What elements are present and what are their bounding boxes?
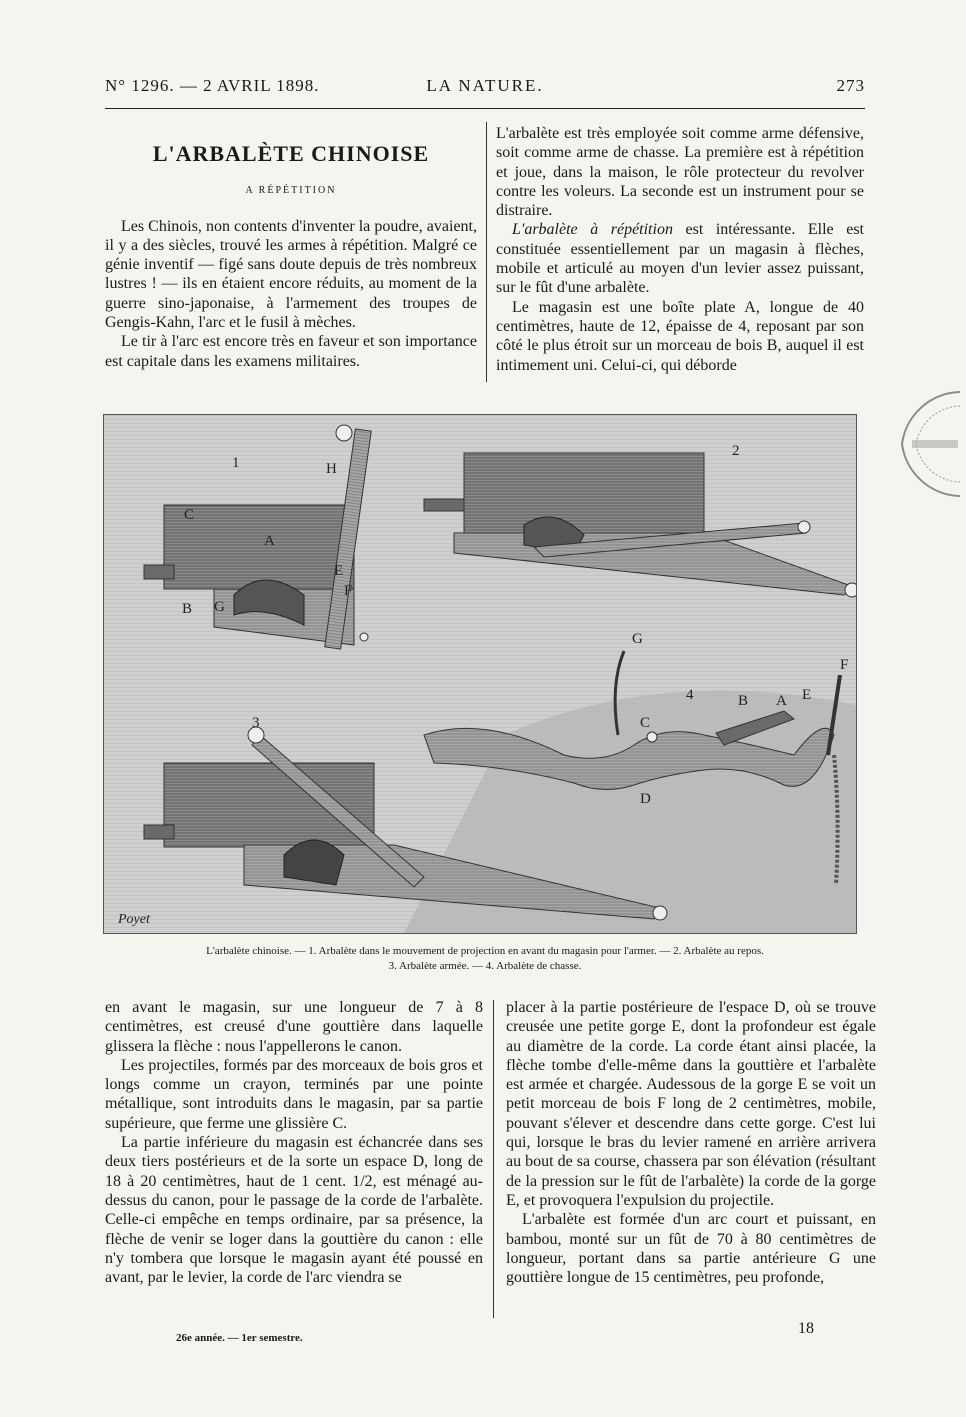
figure-label-H: H <box>326 461 337 477</box>
figure-label-A: A <box>264 533 275 549</box>
column-left-top <box>105 134 477 371</box>
figure-label-F: F <box>344 583 353 599</box>
paragraph: L'arbalète est formée d'un arc court et puissant, en bambou, monté sur un fût de 70 à 80 centimètres de longueur, portant dans sa partie antérieure G une gouttière longue de 15 centimètres, peu profonde, <box>506 1211 876 1287</box>
figure-label-F4: F <box>840 657 849 673</box>
column-right-top <box>496 124 864 375</box>
paragraph: Le magasin est une boîte plate A, longue de 40 centimètres, haute de 12, épaisse de 4, reposant par son côté le plus étroit sur un morceau de bois B, auquel il est intimement uni. Celui-ci, qui déborde <box>496 298 864 374</box>
figure-label-G4: G <box>632 631 643 647</box>
article-title: L'ARBALÈTE CHINOISE <box>152 141 430 166</box>
article-subtitle: A RÉPÉTITION <box>245 185 337 197</box>
paragraph: L'arbalète est très employée soit comme arme défensive, soit comme arme de chasse. La première est à répétition et joue, dans la maison, le rôle protecteur du revolver contre les voleurs. La seconde est un instrument pour se distraire. <box>496 125 864 220</box>
figure-label-G: G <box>214 599 225 615</box>
column-left-bottom <box>105 998 483 1287</box>
paragraph: Les Chinois, non contents d'inventer la poudre, avaient, il y a des siècles, trouvé les armes à répétition. Malgré ce génie inventif — figé sans doute depuis de très nombreux lustres ! — ils en étaient encore réduits, au moment de la guerre sino-japonaise, à l'armement des troupes de Gengis-Kahn, l'arc et le fusil à mèches. <box>105 217 477 332</box>
page-number: 273 <box>836 76 865 95</box>
figure-label-B: B <box>182 601 193 617</box>
column-right-bottom <box>506 998 876 1287</box>
caption-line: 3. Arbalète armée. — 4. Arbalète de chasse. <box>388 960 582 972</box>
engraver-signature: Poyet <box>118 912 150 927</box>
figure-label-A4: A <box>776 693 787 709</box>
paragraph: La partie inférieure du magasin est échancrée dans ses deux tiers postérieurs et de la sorte un espace D, long de 18 à 20 centimètres, haut de 1 cent. 1/2, est ménagé au-dessus du canon, pour le passage de la corde de l'arbalète. Celle-ci empêche en temps ordinaire, par sa présence, la flèche de venir se loger dans la gouttière du canon : elle n'y tombera que lorsque le magasin ayant été poussé en avant, par le levier, la corde de l'arc viendra se <box>105 1134 483 1287</box>
figure-label-C4: C <box>640 715 651 731</box>
figure-label-D4: D <box>640 791 651 807</box>
journal-title: LA NATURE. <box>426 76 544 95</box>
figure-caption <box>105 944 865 974</box>
figure-label-2: 2 <box>732 443 740 459</box>
figure-label-B4: B <box>738 693 749 709</box>
figure-label-E4: E <box>802 687 812 703</box>
figure-label-3: 3 <box>252 715 260 731</box>
column-separator <box>493 1000 494 1318</box>
header-rule <box>105 108 865 109</box>
italic-lead: L'arbalète à répétition <box>512 221 673 239</box>
paragraph: placer à la partie postérieure de l'espace D, où se trouve creusée une petite gorge E, dont la profondeur est égale au diamètre de la corde. La corde étant ainsi placée, la flèche tombe d'elle-même dans la gouttière et l'arbalète est armée et chargée. Audessous de la gorge E se voit un petit morceau de bois F long de 2 centimètres, mobile, pouvant s'élever et descendre dans cette gorge. C'est lui qui, lorsque le bras du levier ramené en arrière arrivera au bout de sa course, chassera par son élévation (résultant de la pression sur le fût de l'arbalète) la corde de la gorge E, et provoquera l'expulsion du projectile. <box>506 999 876 1209</box>
paragraph: Le tir à l'arc est encore très en faveur et son importance est capitale dans les examens militaires. <box>105 333 477 370</box>
paragraph: en avant le magasin, sur une longueur de 7 à 8 centimètres, est creusé d'une gouttière dans laquelle glissera la flèche : nous l'appellerons le canon. <box>105 999 483 1055</box>
volume-note: 26e année. — 1er semestre. <box>176 1332 303 1344</box>
paragraph: Les projectiles, formés par des morceaux de bois gros et longs comme un crayon, terminés par une pointe métallique, sont introduits dans le magasin, par sa partie supérieure, que ferme une glissière C. <box>105 1056 483 1132</box>
figure-label-1: 1 <box>232 455 240 471</box>
figure-label-C: C <box>184 507 195 523</box>
paragraph: L'arbalète à répétition est intéressante. Elle est constituée essentiellement par un magasin à flèches, mobile et articulé au moyen d'un levier assez puissant, sur le fût d'une arbalète. <box>496 221 864 297</box>
crossbow-engraving <box>103 414 857 934</box>
issue-number: N° 1296. — 2 AVRIL 1898. <box>105 76 320 95</box>
figure-label-4: 4 <box>686 687 694 703</box>
column-separator <box>486 122 487 382</box>
figure-label-E: E <box>334 563 344 579</box>
caption-line: L'arbalète chinoise. — 1. Arbalète dans le mouvement de projection en avant du magasin pour l'armer. — 2. Arbalète au repos. <box>206 945 764 957</box>
library-stamp-icon <box>872 384 960 504</box>
running-header <box>105 76 865 98</box>
signature-mark: 18 <box>798 1320 814 1337</box>
